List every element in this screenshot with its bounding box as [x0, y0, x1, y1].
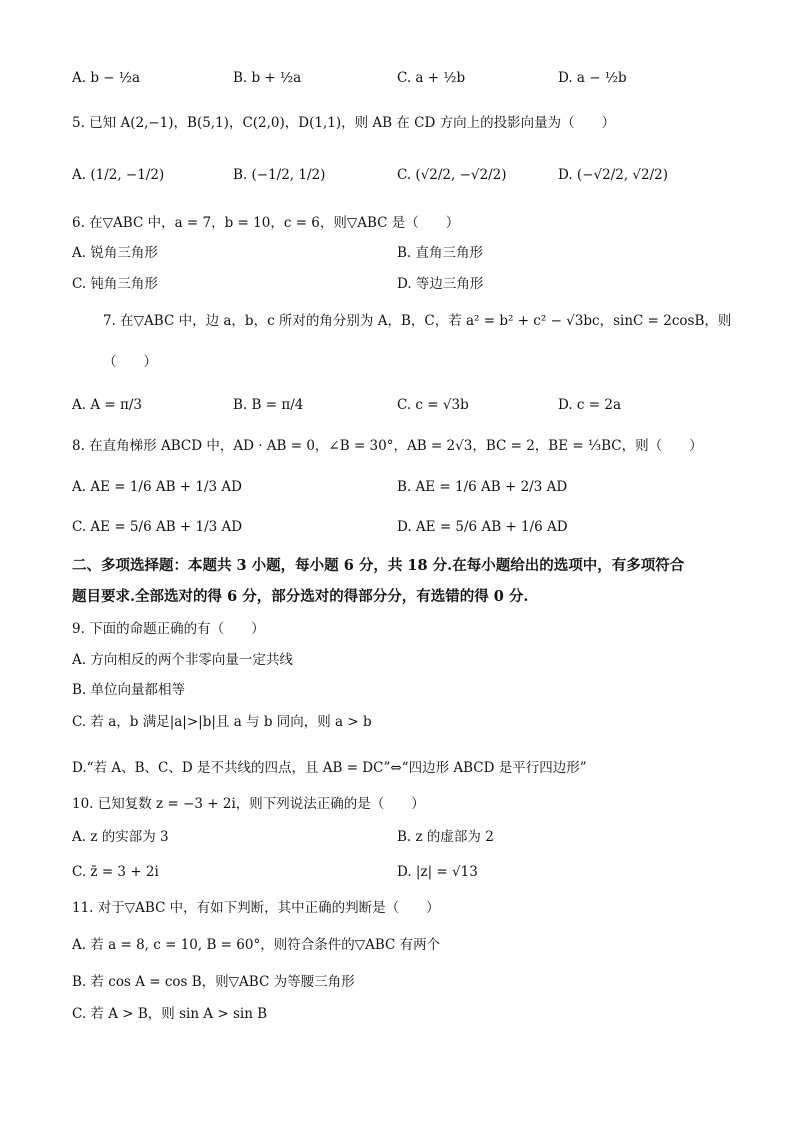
q9-option-b: B. 单位向量都相等 [72, 682, 186, 698]
q4-option-c: C. a + ½b [397, 70, 466, 86]
q10-option-a: A. z 的实部为 3 [72, 829, 169, 845]
q7-paren: （ ） [103, 354, 157, 370]
q8-option-c: C. AE = 5/6 AB + 1/3 AD [72, 519, 243, 535]
q7-stem: 7. 在▽ABC 中，边 a，b，c 所对的角分别为 A，B，C，若 a² = b² + c² − √3bc，sinC = 2cosB，则 [103, 313, 732, 329]
q4-option-d: D. a − ½b [558, 70, 627, 86]
q8-stem: 8. 在直角梯形 ABCD 中，AD · AB = 0，∠B = 30°，AB = 2√3，BC = 2，BE = ⅓BC，则（ ） [72, 438, 703, 454]
q5-option-d: D. (−√2/2, √2/2) [558, 167, 669, 183]
q10-stem: 10. 已知复数 z = −3 + 2i，则下列说法正确的是（ ） [72, 796, 425, 812]
q10-option-d: D. |z| = √13 [397, 864, 478, 880]
q7-option-b: B. B = π/4 [233, 397, 304, 413]
q6-stem: 6. 在▽ABC 中，a = 7，b = 10，c = 6，则▽ABC 是（ ） [72, 215, 460, 231]
q8-option-b: B. AE = 1/6 AB + 2/3 AD [397, 479, 568, 495]
section2-heading-line1: 二、多项选择题：本题共 3 小题，每小题 6 分，共 18 分.在每小题给出的选项中，有多项符合 [72, 557, 685, 574]
q7-option-d: D. c = 2a [558, 397, 622, 413]
section2-heading-line2: 题目要求.全部选对的得 6 分，部分选对的得部分分，有选错的得 0 分. [72, 588, 529, 605]
q7-option-a: A. A = π/3 [72, 397, 142, 413]
q9-option-d: D.“若 A、B、C、D 是不共线的四点，且 AB = DC”⇔“四边形 ABCD 是平行四边形” [72, 760, 587, 776]
q6-option-a: A. 锐角三角形 [72, 245, 158, 261]
q8-option-d: D. AE = 5/6 AB + 1/6 AD [397, 519, 568, 535]
q4-option-a: A. b − ½a [72, 70, 141, 86]
q9-stem: 9. 下面的命题正确的有（ ） [72, 621, 265, 637]
q4-option-b: B. b + ½a [233, 70, 302, 86]
q6-option-c: C. 钝角三角形 [72, 276, 158, 292]
q5-option-b: B. (−1/2, 1/2) [233, 167, 326, 183]
q11-stem: 11. 对于▽ABC 中，有如下判断，其中正确的判断是（ ） [72, 900, 440, 916]
q8-option-a: A. AE = 1/6 AB + 1/3 AD [72, 479, 243, 495]
q6-option-b: B. 直角三角形 [397, 245, 484, 261]
q9-option-c: C. 若 a，b 满足|a|>|b|且 a 与 b 同向，则 a > b [72, 714, 372, 730]
q5-option-c: C. (√2/2, −√2/2) [397, 167, 507, 183]
q10-option-b: B. z 的虚部为 2 [397, 829, 494, 845]
q11-option-a: A. 若 a = 8, c = 10, B = 60°，则符合条件的▽ABC 有两个 [72, 937, 441, 953]
q10-option-c: C. z̄ = 3 + 2i [72, 864, 159, 880]
q11-option-c: C. 若 A > B，则 sin A > sin B [72, 1006, 268, 1022]
q7-option-c: C. c = √3b [397, 397, 469, 413]
q6-option-d: D. 等边三角形 [397, 276, 484, 292]
q5-stem: 5. 已知 A(2,−1)，B(5,1)，C(2,0)，D(1,1)，则 AB 在 CD 方向上的投影向量为（ ） [72, 115, 616, 131]
q5-option-a: A. (1/2, −1/2) [72, 167, 165, 183]
q9-option-a: A. 方向相反的两个非零向量一定共线 [72, 652, 293, 668]
q11-option-b: B. 若 cos A = cos B，则▽ABC 为等腰三角形 [72, 974, 355, 990]
